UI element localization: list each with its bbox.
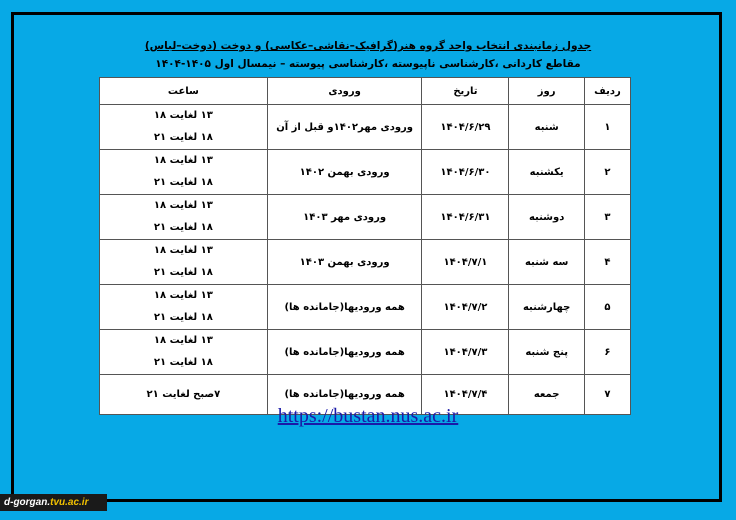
time-range: ۱۳ لغایت ۱۸ xyxy=(153,110,213,121)
header-rooz: روز xyxy=(509,78,585,105)
cell-tarikh: ۱۴۰۴/۶/۳۱ xyxy=(422,195,509,240)
cell-tarikh: ۱۴۰۴/۶/۳۰ xyxy=(422,150,509,195)
cell-radif: ۴ xyxy=(584,240,630,285)
header-vorudi: ورودی xyxy=(267,78,422,105)
header-saat: ساعت xyxy=(100,78,268,105)
cell-saat xyxy=(100,150,268,195)
cell-radif: ۵ xyxy=(584,285,630,330)
header-tarikh: تاریخ xyxy=(422,78,509,105)
schedule-table xyxy=(99,77,631,415)
cell-tarikh: ۱۴۰۴/۷/۳ xyxy=(422,330,509,375)
table-row xyxy=(100,150,631,195)
cell-saat xyxy=(100,195,268,240)
cell-radif: ۲ xyxy=(584,150,630,195)
time-range: ۱۸ لغایت ۲۱ xyxy=(153,267,213,278)
table-row xyxy=(100,195,631,240)
cell-radif: ۱ xyxy=(584,105,630,150)
cell-vorudi: ورودی مهر ۱۴۰۳ xyxy=(267,195,422,240)
cell-saat xyxy=(100,240,268,285)
time-range: ۷صبح لغایت ۲۱ xyxy=(146,388,221,400)
cell-saat xyxy=(100,105,268,150)
cell-tarikh: ۱۴۰۴/۷/۱ xyxy=(422,240,509,285)
cell-rooz: دوشنبه xyxy=(509,195,585,240)
cell-rooz: شنبه xyxy=(509,105,585,150)
table-row xyxy=(100,240,631,285)
time-range: ۱۳ لغایت ۱۸ xyxy=(153,290,213,301)
site-watermark xyxy=(0,494,107,511)
table-header-row xyxy=(100,78,631,105)
time-range: ۱۳ لغایت ۱۸ xyxy=(153,335,213,346)
watermark-prefix: d-gorgan. xyxy=(4,497,51,508)
portal-link[interactable]: https://bustan.nus.ac.ir xyxy=(277,405,459,427)
cell-rooz: چهارشنبه xyxy=(509,285,585,330)
table-row xyxy=(100,105,631,150)
watermark-accent: tvu.ac.ir xyxy=(50,497,89,508)
cell-rooz: جمعه xyxy=(509,375,585,415)
cell-vorudi: همه ورودیها(جامانده ها) xyxy=(267,330,422,375)
time-range: ۱۳ لغایت ۱۸ xyxy=(153,245,213,256)
cell-saat xyxy=(100,285,268,330)
time-range: ۱۸ لغایت ۲۱ xyxy=(153,222,213,233)
cell-vorudi: ورودی بهمن ۱۴۰۳ xyxy=(267,240,422,285)
cell-vorudi: همه ورودیها(جامانده ها) xyxy=(267,375,422,415)
time-range: ۱۸ لغایت ۲۱ xyxy=(153,177,213,188)
header-radif: ردیف xyxy=(584,78,630,105)
cell-vorudi: همه ورودیها(جامانده ها) xyxy=(267,285,422,330)
time-range: ۱۸ لغایت ۲۱ xyxy=(153,132,213,143)
table-row xyxy=(100,330,631,375)
time-range: ۱۸ لغایت ۲۱ xyxy=(153,312,213,323)
page-subtitle: مقاطع کاردانی ،کارشناسی ناپیوسته ،کارشناسی پیوسته – نیمسال اول ۱۴۰۵-۱۴۰۴ xyxy=(155,58,581,70)
cell-tarikh: ۱۴۰۴/۶/۲۹ xyxy=(422,105,509,150)
cell-tarikh: ۱۴۰۴/۷/۲ xyxy=(422,285,509,330)
table-row xyxy=(100,285,631,330)
time-range: ۱۸ لغایت ۲۱ xyxy=(153,357,213,368)
page-title: جدول زمانبندی انتخاب واحد گروه هنر(گرافیک–نقاشی–عکاسی) و دوخت (دوخت–لباس) xyxy=(144,40,592,52)
cell-rooz: یکشنبه xyxy=(509,150,585,195)
cell-rooz: سه شنبه xyxy=(509,240,585,285)
time-range: ۱۳ لغایت ۱۸ xyxy=(153,155,213,166)
cell-radif: ۷ xyxy=(584,375,630,415)
cell-saat xyxy=(100,330,268,375)
cell-radif: ۶ xyxy=(584,330,630,375)
cell-vorudi: ورودی مهر۱۴۰۲و قبل از آن xyxy=(267,105,422,150)
cell-radif: ۳ xyxy=(584,195,630,240)
time-range: ۱۳ لغایت ۱۸ xyxy=(153,200,213,211)
cell-vorudi: ورودی بهمن ۱۴۰۲ xyxy=(267,150,422,195)
cell-rooz: پنج شنبه xyxy=(509,330,585,375)
cell-tarikh: ۱۴۰۴/۷/۴ xyxy=(422,375,509,415)
